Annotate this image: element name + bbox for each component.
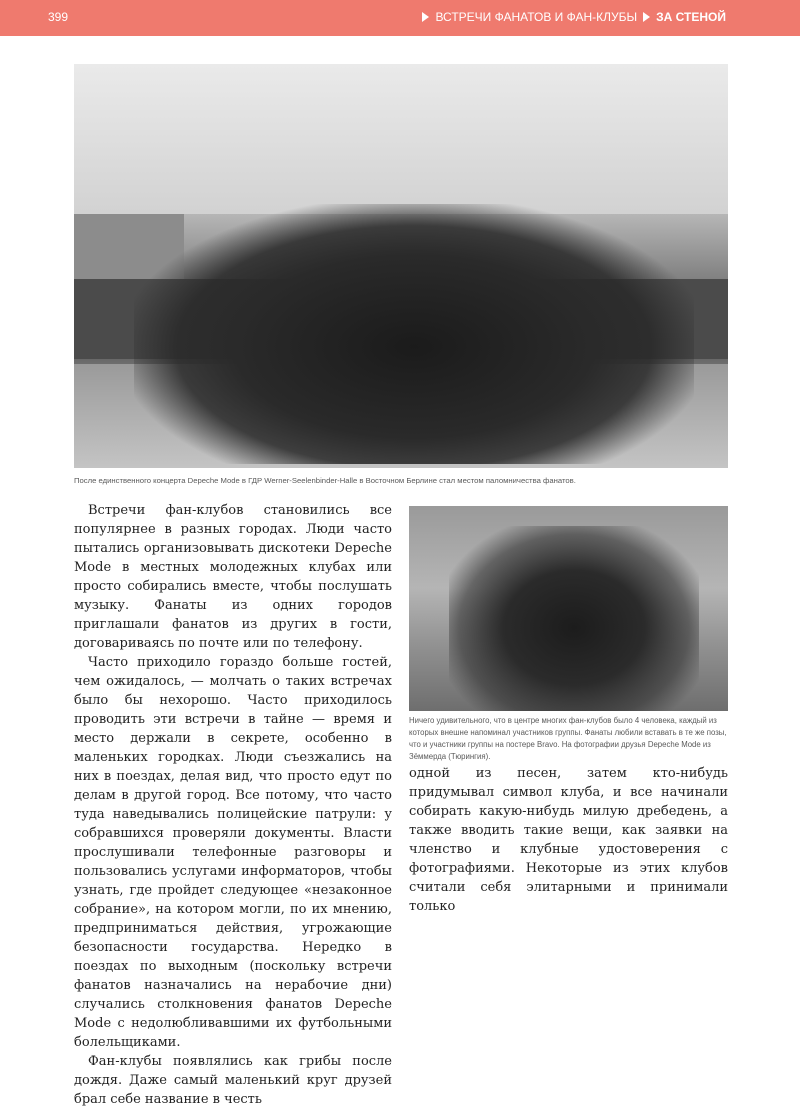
article-paragraph: Часто приходило гораздо больше гостей, чем ожидалось, — молчать о таких встречах было бы нехорошо. Часто приходилось проводить эти встречи в тайне — время и место держали в секрете, особенно в маленьких городках. Люди съезжались на них в поездах, делая вид, что просто едут по делам в другой город. Все потому, что часто туда наведывались полицейские патрули: у собравшихся проверяли документы. Власти прослушивали телефонные разговоры и пользовались услугами информаторов, чтобы узнать, где пройдет следующее «незаконное собрание», на котором могли, по их мнению, предприниматься действия, угрожающие безопасности государства. Нередко в поездах по выходным (поскольку встречи фанатов назначались на нерабочие дни) случались столкновения фанатов Depeche Mode с недолюбливавшими их футбольными болельщиками. bbox=[74, 655, 392, 1050]
running-header bbox=[0, 0, 800, 36]
article-paragraph: одной из песен, затем кто-нибудь придумывал символ клуба, и все начинали собирать какую-нибудь милую дребедень, а также вводить такие вещи, как заявки на членство и клубные удостоверения с фотографиями. Некоторые из этих клубов считали себя элитарными и принимали только bbox=[409, 766, 728, 914]
group-photo bbox=[74, 64, 728, 468]
photo-people bbox=[449, 526, 699, 711]
page-number: 399 bbox=[48, 10, 69, 24]
photo-sky bbox=[74, 64, 728, 214]
triangle-right-icon bbox=[422, 12, 429, 22]
side-photo-caption: Ничего удивительного, что в центре многих фан-клубов было 4 человека, каждый из которых внешне напоминал участников группы. Фанаты любили вставать в те же позы, что и участники группы на постере Bravo. На фотографии друзья Depeche Mode из Зёммерда (Тюрингия). bbox=[409, 716, 727, 761]
breadcrumb-section: ВСТРЕЧИ ФАНАТОВ И ФАН-КЛУБЫ bbox=[435, 10, 638, 24]
breadcrumb bbox=[422, 10, 726, 24]
main-photo-caption: После единственного концерта Depeche Mode в ГДР Werner-Seelenbinder-Halle в Восточном Берлине стал местом паломничества фанатов. bbox=[74, 476, 576, 485]
article-paragraph: Фан-клубы появлялись как грибы после дождя. Даже самый маленький круг друзей брал себе название в честь bbox=[74, 1054, 392, 1107]
article-left-column bbox=[74, 501, 392, 1109]
triangle-right-icon bbox=[643, 12, 650, 22]
fans-photo bbox=[409, 506, 728, 711]
photo-crowd bbox=[134, 204, 694, 464]
article-right-column bbox=[409, 764, 728, 916]
article-paragraph: Встречи фан-клубов становились все популярнее в разных городах. Люди часто пытались организовывать дискотеки Depeche Mode в местных молодежных клубах или просто собирались вместе, чтобы послушать музыку. Фанаты из одних городов приглашали фанатов из других в гости, договариваясь по почте или по телефону. bbox=[74, 503, 392, 651]
breadcrumb-chapter: ЗА СТЕНОЙ bbox=[656, 10, 726, 24]
